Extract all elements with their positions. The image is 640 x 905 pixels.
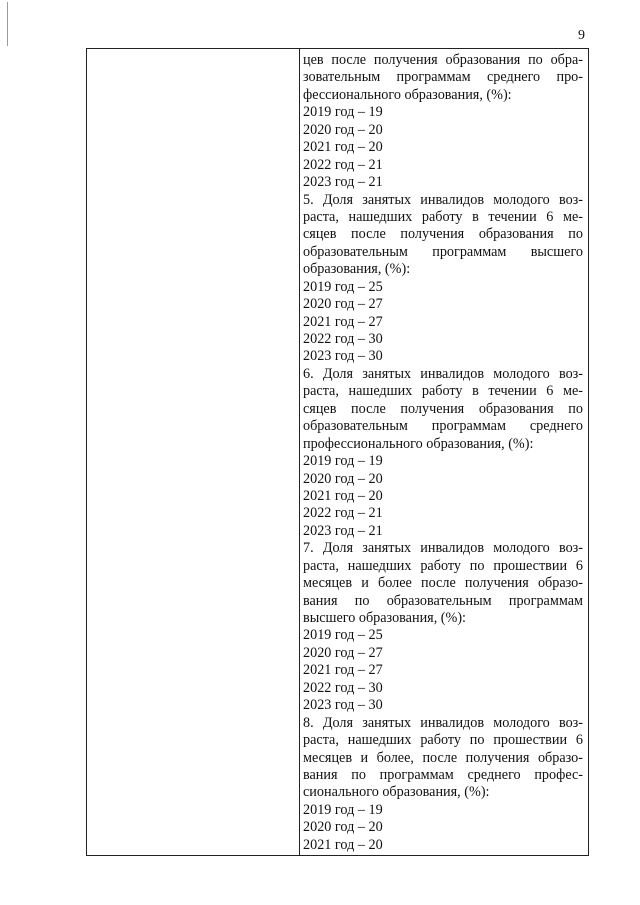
- text-line: 2020 год – 20: [303, 121, 383, 138]
- text-line: 2023 год – 30: [303, 348, 383, 365]
- text-line: 2021 год – 20: [303, 836, 383, 853]
- margin-mark: [7, 2, 8, 46]
- text-line: 2022 год – 30: [303, 679, 383, 696]
- text-line: 2023 год – 21: [303, 174, 383, 191]
- text-line: 7. Доля занятых инвалидов молодого воз-: [303, 540, 583, 557]
- text-line: цев после получения образования по обра-: [303, 52, 583, 68]
- text-line: образовательным программам среднего: [303, 418, 583, 435]
- text-line: 2019 год – 19: [303, 104, 383, 121]
- text-line: 6. Доля занятых инвалидов молодого воз-: [303, 365, 583, 382]
- text-line: 2021 год – 27: [303, 313, 383, 330]
- text-line: профессионального образования, (%):: [303, 435, 534, 452]
- text-line: 2020 год – 27: [303, 644, 383, 661]
- text-line: 2021 год – 27: [303, 662, 383, 679]
- text-line: 2022 год – 21: [303, 505, 383, 522]
- text-line: 8. Доля занятых инвалидов молодого воз-: [303, 714, 583, 731]
- text-line: 2023 год – 21: [303, 522, 383, 539]
- text-line: раста, нашедших работу по прошествии 6: [303, 732, 583, 749]
- text-line: 5. Доля занятых инвалидов молодого воз-: [303, 191, 583, 208]
- text-line: 2019 год – 25: [303, 627, 383, 644]
- text-line: 2019 год – 19: [303, 801, 383, 818]
- text-line: 2021 год – 20: [303, 139, 383, 156]
- text-line: вания по программам среднего профес-: [303, 766, 583, 783]
- text-line: сяцев после получения образования по: [303, 226, 583, 243]
- text-line: 2023 год – 30: [303, 697, 383, 714]
- text-line: 2020 год – 27: [303, 296, 383, 313]
- text-line: 2019 год – 25: [303, 278, 383, 295]
- text-line: фессионального образования, (%):: [303, 86, 512, 103]
- text-line: 2021 год – 20: [303, 487, 383, 504]
- text-line: месяцев и более, после получения образо-: [303, 749, 583, 766]
- text-line: 2022 год – 30: [303, 331, 383, 347]
- text-line: образования, (%):: [303, 261, 411, 278]
- text-line: 2022 год – 21: [303, 156, 383, 173]
- document-table: [86, 48, 589, 856]
- text-line: раста, нашедших работу в течении 6 ме-: [303, 208, 583, 225]
- text-line: 2020 год – 20: [303, 819, 383, 836]
- text-line: раста, нашедших работу по прошествии 6: [303, 557, 583, 574]
- column-divider: [299, 49, 300, 855]
- text-line: сионального образования, (%):: [303, 784, 490, 801]
- text-line: сяцев после получения образования по: [303, 400, 583, 417]
- page-number: 9: [578, 28, 585, 43]
- text-line: раста, нашедших работу в течении 6 ме-: [303, 383, 583, 400]
- text-line: высшего образования, (%):: [303, 610, 466, 626]
- text-line: 2020 год – 20: [303, 470, 383, 487]
- text-line: 2019 год – 19: [303, 453, 383, 470]
- text-line: образовательным программам высшего: [303, 243, 583, 260]
- text-line: вания по образовательным программам: [303, 592, 583, 609]
- indicators-cell: [303, 52, 583, 854]
- text-line: зовательным программам среднего про-: [303, 69, 583, 86]
- text-line: месяцев и более после получения образо-: [303, 575, 583, 592]
